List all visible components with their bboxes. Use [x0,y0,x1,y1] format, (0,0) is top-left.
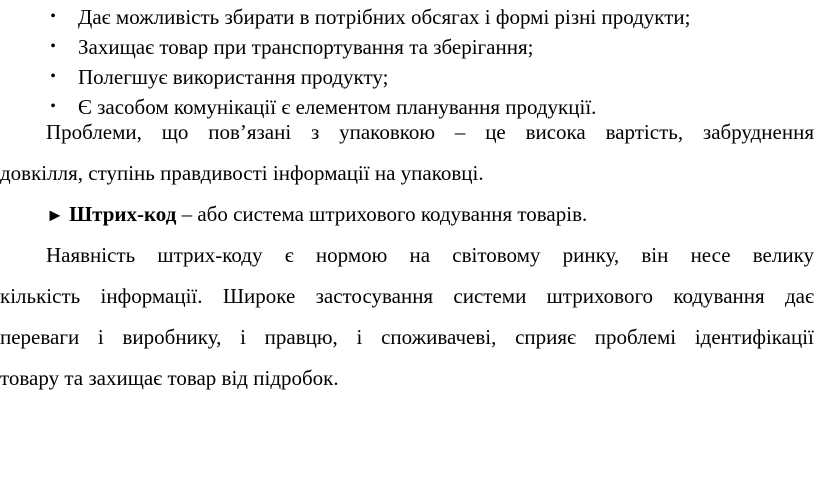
barcode-heading-rest: – або система штрихового кодування товарів. [176,202,588,226]
word: проблемі [594,325,677,349]
word: виробнику, [122,325,222,349]
word: що [161,120,189,144]
bullet-icon: • [50,98,56,115]
bullet-icon: • [50,68,56,85]
word: є [284,243,294,267]
bullet-icon: • [50,38,56,55]
barcode-paragraph-line-3 [0,322,814,352]
word: і [240,325,246,349]
word: на [409,243,431,267]
word: велику [752,243,814,267]
word: штрихового [546,284,654,308]
barcode-term: Штрих-код [69,202,177,226]
problems-line-1 [46,117,814,147]
word: ідентифікації [694,325,814,349]
word: дає [784,284,814,308]
word: системи [453,284,527,308]
word: – [454,120,466,144]
word: і [356,325,363,349]
bullet-icon: • [50,8,56,25]
word: він [641,243,669,267]
word: несе [690,243,731,267]
list-item [0,32,816,62]
word: висока [525,120,586,144]
word: це [485,120,506,144]
word: правцю, [264,325,338,349]
barcode-heading [46,199,587,229]
word: світовому [452,243,541,267]
list-item-text: Дає можливість збирати в потрібних обсягах і формі різні продукти; [78,5,691,29]
word: упаковкою [339,120,436,144]
word: Наявність [46,243,136,267]
word: забруднення [702,120,814,144]
word: пов’язані [208,120,292,144]
arrow-right-icon: ► [46,205,64,225]
word: нормою [315,243,388,267]
word: штрих-коду [157,243,263,267]
barcode-paragraph-line-1 [46,240,814,270]
word: сприяє [515,325,577,349]
barcode-paragraph-line-4: товару та захищає товар від підробок. [0,366,339,390]
word: з [311,120,320,144]
list-item-text: Полегшує використання продукту; [78,65,389,89]
word: Проблеми, [46,120,142,144]
word: інформації. [100,284,203,308]
word: переваги [0,325,80,349]
list-item-text: Є засобом комунікації є елементом планування продукції. [78,95,597,119]
word: застосування [315,284,434,308]
advantages-list [0,2,816,122]
list-item [0,2,816,32]
word: ринку, [562,243,620,267]
word: і [97,325,104,349]
barcode-paragraph-line-2 [0,281,814,311]
word: вартість, [605,120,684,144]
list-item [0,62,816,92]
word: кількість [0,284,81,308]
word: споживачеві, [381,325,497,349]
word: Широке [222,284,296,308]
problems-line-2: довкілля, ступінь правдивості інформації на упаковці. [0,161,484,185]
list-item-text: Захищає товар при транспортування та зберігання; [78,35,534,59]
word: кодування [673,284,765,308]
